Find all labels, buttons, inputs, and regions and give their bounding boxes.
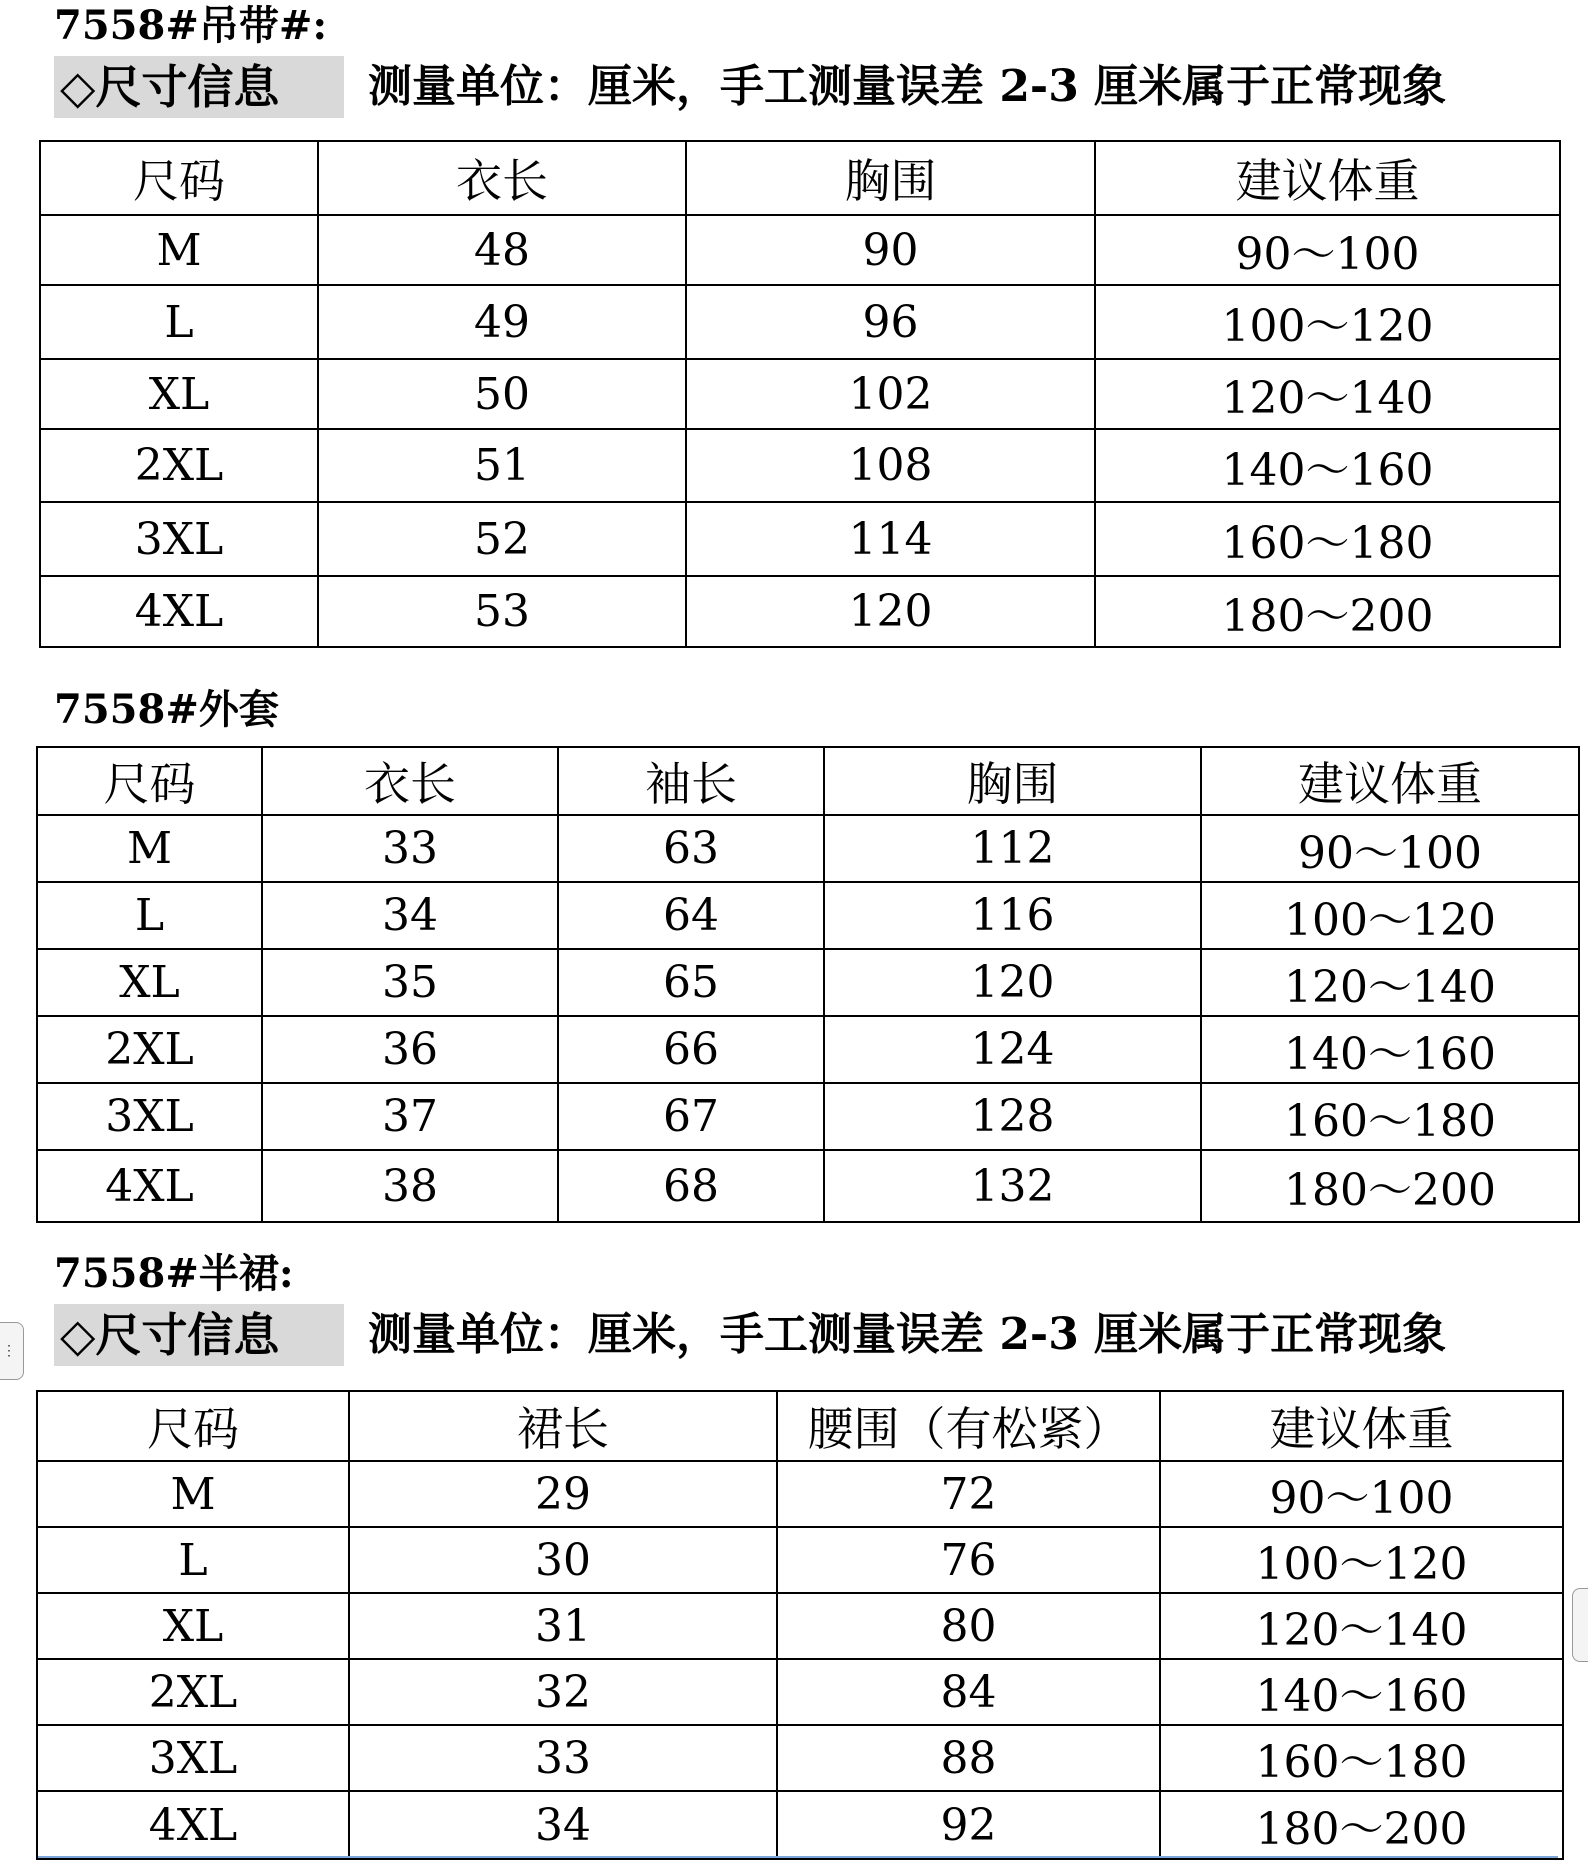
value-cell: 128 xyxy=(824,1083,1201,1150)
header-cell: 尺码 xyxy=(37,1391,349,1461)
table-row xyxy=(37,1461,1563,1527)
table-row xyxy=(37,1791,1563,1859)
value-cell: 124 xyxy=(824,1016,1201,1083)
header-cell: 裙长 xyxy=(349,1391,777,1461)
table-row xyxy=(37,815,1579,882)
size-cell: M xyxy=(37,1461,349,1527)
table-row xyxy=(40,576,1560,647)
weight-cell: 90～100 xyxy=(1201,815,1579,882)
table-header-row xyxy=(37,747,1579,815)
size-cell: L xyxy=(40,285,318,359)
weight-cell: 100～120 xyxy=(1095,285,1560,359)
value-cell: 68 xyxy=(558,1150,824,1222)
weight-cell: 140～160 xyxy=(1160,1659,1563,1725)
value-cell: 36 xyxy=(262,1016,558,1083)
table-row xyxy=(37,1725,1563,1791)
size-cell: 2XL xyxy=(40,429,318,502)
weight-cell: 120～140 xyxy=(1201,949,1579,1016)
header-cell: 建议体重 xyxy=(1095,141,1560,215)
weight-cell: 140～160 xyxy=(1201,1016,1579,1083)
size-info-tag: ◇尺寸信息 xyxy=(54,1304,344,1366)
header-cell: 袖长 xyxy=(558,747,824,815)
weight-cell: 160～180 xyxy=(1201,1083,1579,1150)
value-cell: 120 xyxy=(824,949,1201,1016)
value-cell: 38 xyxy=(262,1150,558,1222)
size-cell: 2XL xyxy=(37,1659,349,1725)
weight-cell: 160～180 xyxy=(1095,502,1560,576)
value-cell: 64 xyxy=(558,882,824,949)
table-row xyxy=(37,949,1579,1016)
weight-cell: 90～100 xyxy=(1095,215,1560,285)
table-row xyxy=(40,215,1560,285)
value-cell: 80 xyxy=(777,1593,1160,1659)
weight-cell: 90～100 xyxy=(1160,1461,1563,1527)
header-cell: 衣长 xyxy=(262,747,558,815)
value-cell: 29 xyxy=(349,1461,777,1527)
value-cell: 114 xyxy=(686,502,1095,576)
table-row xyxy=(40,429,1560,502)
size-cell: M xyxy=(40,215,318,285)
table-row xyxy=(40,359,1560,429)
value-cell: 34 xyxy=(349,1791,777,1859)
value-cell: 108 xyxy=(686,429,1095,502)
weight-cell: 160～180 xyxy=(1160,1725,1563,1791)
section3-title: 7558#半裙: xyxy=(54,1250,294,1297)
value-cell: 76 xyxy=(777,1527,1160,1593)
table-row xyxy=(37,1527,1563,1593)
camisole-size-table xyxy=(39,140,1561,648)
value-cell: 49 xyxy=(318,285,686,359)
size-cell: XL xyxy=(40,359,318,429)
weight-cell: 180～200 xyxy=(1160,1791,1563,1859)
right-edge-tab-handle[interactable] xyxy=(1572,1588,1588,1662)
section1-title: 7558#吊带#: xyxy=(54,2,328,49)
value-cell: 31 xyxy=(349,1593,777,1659)
header-cell: 胸围 xyxy=(686,141,1095,215)
table-row xyxy=(37,1083,1579,1150)
value-cell: 48 xyxy=(318,215,686,285)
skirt-size-table xyxy=(36,1390,1564,1860)
header-cell: 尺码 xyxy=(40,141,318,215)
size-cell: 3XL xyxy=(40,502,318,576)
left-edge-tab-handle[interactable]: ⋮ xyxy=(0,1322,24,1380)
size-cell: XL xyxy=(37,949,262,1016)
header-cell: 建议体重 xyxy=(1201,747,1579,815)
value-cell: 102 xyxy=(686,359,1095,429)
value-cell: 34 xyxy=(262,882,558,949)
weight-cell: 100～120 xyxy=(1160,1527,1563,1593)
table-header-row xyxy=(40,141,1560,215)
size-cell: M xyxy=(37,815,262,882)
weight-cell: 140～160 xyxy=(1095,429,1560,502)
size-cell: 3XL xyxy=(37,1725,349,1791)
value-cell: 33 xyxy=(349,1725,777,1791)
table-row xyxy=(40,285,1560,359)
value-cell: 92 xyxy=(777,1791,1160,1859)
weight-cell: 180～200 xyxy=(1201,1150,1579,1222)
value-cell: 51 xyxy=(318,429,686,502)
measurement-note: 测量单位：厘米，手工测量误差 2-3 厘米属于正常现象 xyxy=(368,1309,1447,1360)
value-cell: 116 xyxy=(824,882,1201,949)
value-cell: 37 xyxy=(262,1083,558,1150)
table-row xyxy=(37,1593,1563,1659)
weight-cell: 100～120 xyxy=(1201,882,1579,949)
size-cell: L xyxy=(37,1527,349,1593)
size-cell: 2XL xyxy=(37,1016,262,1083)
value-cell: 84 xyxy=(777,1659,1160,1725)
size-cell: 3XL xyxy=(37,1083,262,1150)
value-cell: 53 xyxy=(318,576,686,647)
table-row xyxy=(37,1016,1579,1083)
value-cell: 33 xyxy=(262,815,558,882)
section2-title: 7558#外套 xyxy=(54,686,279,733)
header-cell: 建议体重 xyxy=(1160,1391,1563,1461)
value-cell: 50 xyxy=(318,359,686,429)
size-cell: 4XL xyxy=(37,1150,262,1222)
value-cell: 35 xyxy=(262,949,558,1016)
jacket-size-table xyxy=(36,746,1580,1223)
size-cell: 4XL xyxy=(40,576,318,647)
table-row xyxy=(37,882,1579,949)
value-cell: 132 xyxy=(824,1150,1201,1222)
size-cell: L xyxy=(37,882,262,949)
value-cell: 66 xyxy=(558,1016,824,1083)
value-cell: 90 xyxy=(686,215,1095,285)
value-cell: 72 xyxy=(777,1461,1160,1527)
value-cell: 112 xyxy=(824,815,1201,882)
header-cell: 腰围（有松紧） xyxy=(777,1391,1160,1461)
header-cell: 胸围 xyxy=(824,747,1201,815)
table-row xyxy=(40,502,1560,576)
value-cell: 65 xyxy=(558,949,824,1016)
value-cell: 88 xyxy=(777,1725,1160,1791)
measurement-note: 测量单位：厘米，手工测量误差 2-3 厘米属于正常现象 xyxy=(368,61,1447,112)
table-header-row xyxy=(37,1391,1563,1461)
value-cell: 63 xyxy=(558,815,824,882)
bottom-divider xyxy=(38,1856,1558,1858)
size-cell: 4XL xyxy=(37,1791,349,1859)
weight-cell: 120～140 xyxy=(1160,1593,1563,1659)
header-cell: 尺码 xyxy=(37,747,262,815)
value-cell: 120 xyxy=(686,576,1095,647)
size-info-tag: ◇尺寸信息 xyxy=(54,56,344,118)
value-cell: 30 xyxy=(349,1527,777,1593)
table-row xyxy=(37,1150,1579,1222)
value-cell: 52 xyxy=(318,502,686,576)
size-cell: XL xyxy=(37,1593,349,1659)
weight-cell: 120～140 xyxy=(1095,359,1560,429)
table-row xyxy=(37,1659,1563,1725)
value-cell: 32 xyxy=(349,1659,777,1725)
header-cell: 衣长 xyxy=(318,141,686,215)
weight-cell: 180～200 xyxy=(1095,576,1560,647)
value-cell: 67 xyxy=(558,1083,824,1150)
value-cell: 96 xyxy=(686,285,1095,359)
